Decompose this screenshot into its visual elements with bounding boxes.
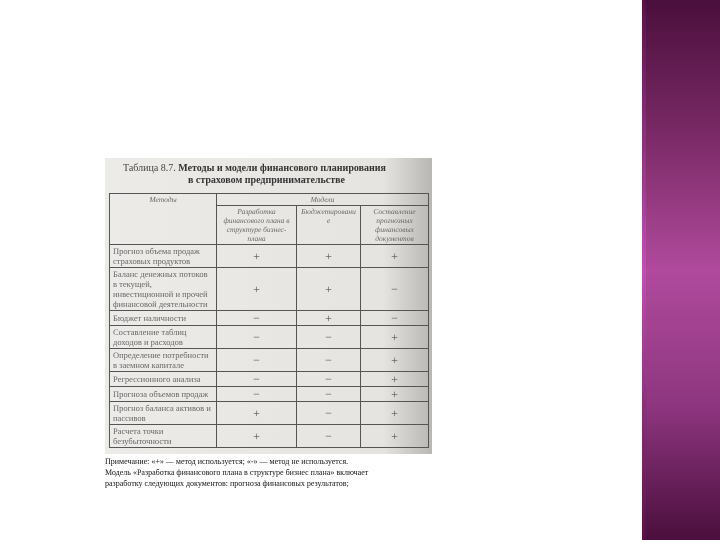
method-cell: Прогноза объемов продаж — [110, 387, 217, 402]
title-line2: в страховом предпринимательстве — [188, 175, 345, 186]
method-cell: Бюджет наличности — [110, 311, 217, 326]
value-cell: − — [297, 425, 361, 448]
header-model-3: Составление прогнозных финансовых документов — [361, 206, 429, 245]
method-cell: Прогноз объема продаж страховых продуктов — [110, 245, 217, 268]
value-cell: + — [361, 425, 429, 448]
table-row — [110, 268, 429, 311]
value-cell: + — [361, 245, 429, 268]
method-cell: Составление таблиц доходов и расходов — [110, 326, 217, 349]
value-cell: + — [361, 372, 429, 387]
methods-models-table — [109, 193, 429, 448]
note-line3: разработку следующих документов: прогноза финансовых результатов; — [105, 479, 349, 488]
table-row — [110, 402, 429, 425]
method-cell: Регрессионного анализа — [110, 372, 217, 387]
value-cell: − — [217, 326, 297, 349]
note-text — [105, 456, 435, 489]
header-model-1: Разработка финансового плана в структуре бизнес-плана — [217, 206, 297, 245]
table-row — [110, 372, 429, 387]
value-cell: − — [361, 268, 429, 311]
value-cell: + — [361, 326, 429, 349]
header-methods: Методы — [110, 194, 217, 245]
table-row — [110, 311, 429, 326]
title-prefix: Таблица 8.7. — [123, 163, 176, 174]
value-cell: − — [297, 387, 361, 402]
value-cell: + — [217, 268, 297, 311]
value-cell: + — [297, 268, 361, 311]
table-title — [123, 163, 428, 187]
value-cell: − — [217, 387, 297, 402]
scanned-table-image — [105, 158, 432, 454]
value-cell: + — [217, 245, 297, 268]
value-cell: + — [361, 349, 429, 372]
decorative-side-panel — [642, 0, 720, 540]
value-cell: − — [217, 372, 297, 387]
table-row — [110, 326, 429, 349]
value-cell: + — [217, 425, 297, 448]
title-line1: Методы и модели финансового планирования — [178, 163, 386, 174]
method-cell: Расчета точки безубыточности — [110, 425, 217, 448]
value-cell: + — [361, 387, 429, 402]
value-cell: − — [361, 311, 429, 326]
table-row — [110, 245, 429, 268]
value-cell: + — [217, 402, 297, 425]
value-cell: − — [297, 372, 361, 387]
content-area — [105, 158, 435, 489]
note-line2: Модель «Разработка финансового плана в структуре бизнес плана» включает — [105, 468, 369, 477]
header-model-2: Бюджетирование — [297, 206, 361, 245]
method-cell: Баланс денежных потоков в текущей, инвестиционной и прочей финансовой деятельности — [110, 268, 217, 311]
value-cell: − — [297, 402, 361, 425]
value-cell: − — [217, 311, 297, 326]
value-cell: + — [297, 311, 361, 326]
table-row — [110, 387, 429, 402]
value-cell: − — [217, 349, 297, 372]
note-line1: Примечание: «+» — метод используется; «-» — метод не используется. — [105, 457, 349, 466]
value-cell: + — [361, 402, 429, 425]
value-cell: − — [297, 326, 361, 349]
method-cell: Определение потребности в заемном капитале — [110, 349, 217, 372]
value-cell: − — [297, 349, 361, 372]
table-row — [110, 425, 429, 448]
table-row — [110, 349, 429, 372]
header-models: Модели — [217, 194, 429, 206]
value-cell: + — [297, 245, 361, 268]
method-cell: Прогноз баланса активов и пассивов — [110, 402, 217, 425]
